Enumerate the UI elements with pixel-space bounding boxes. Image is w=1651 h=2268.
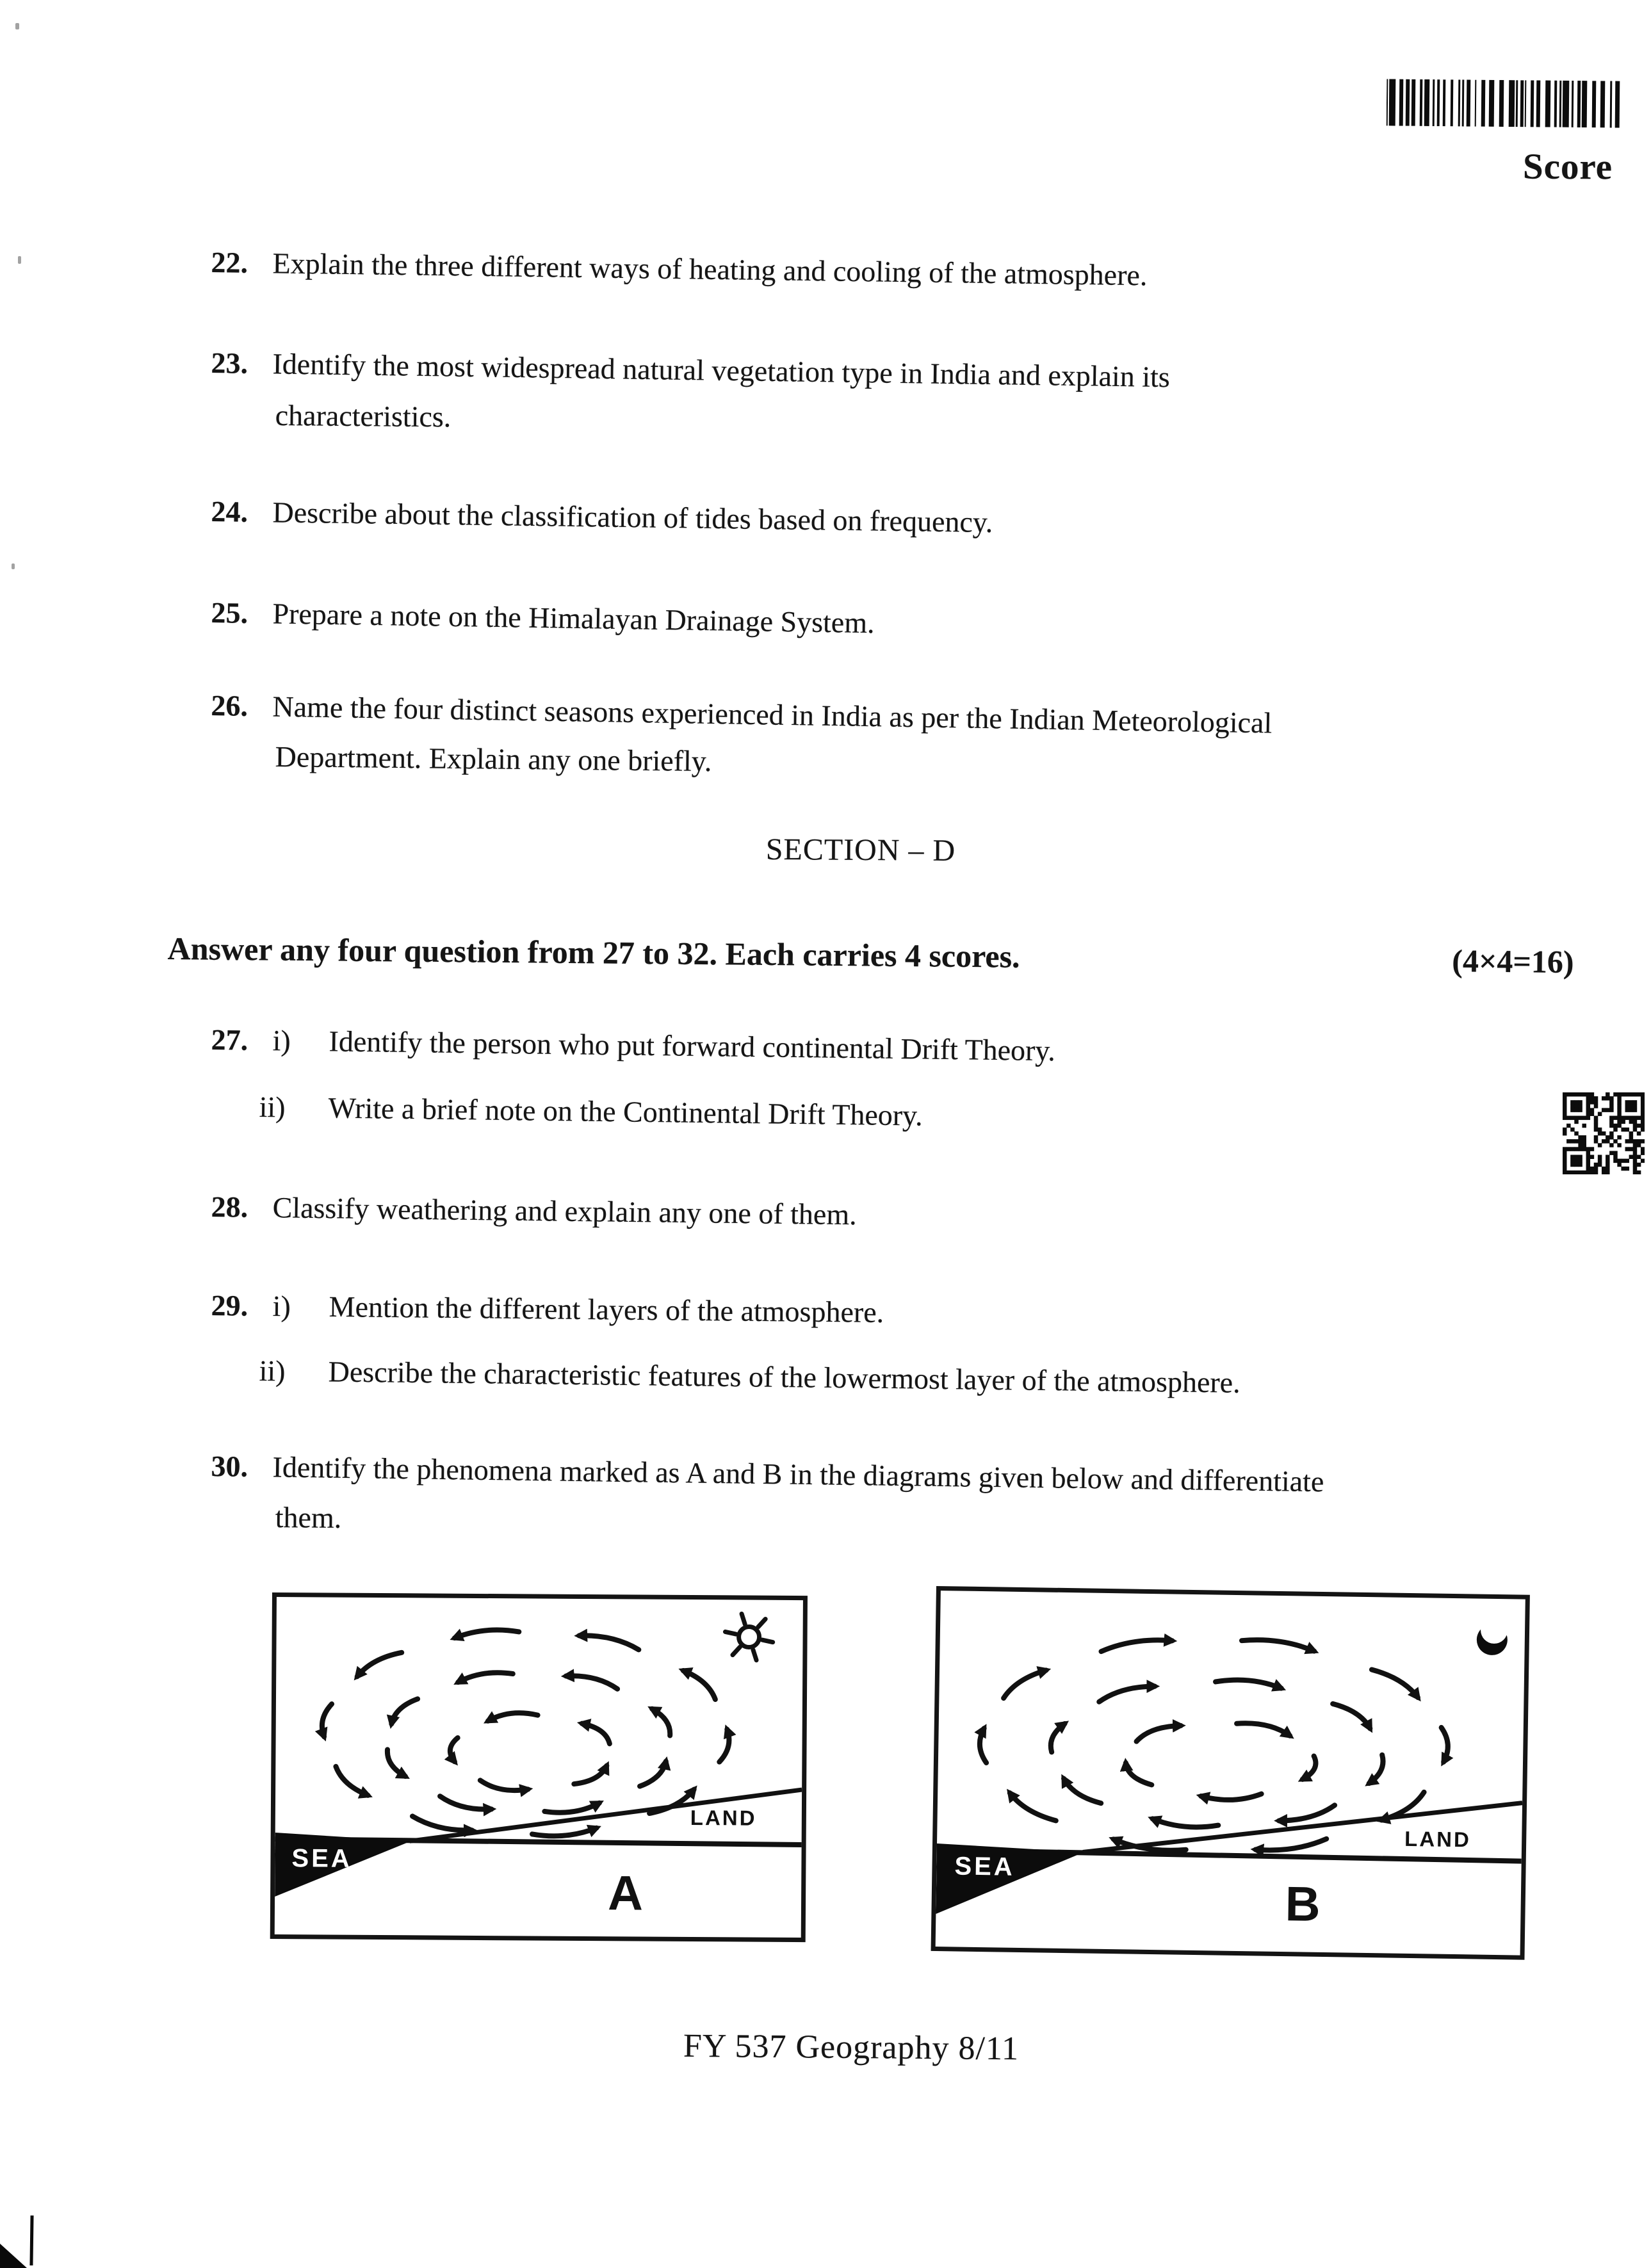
part-label: i)	[272, 1024, 291, 1057]
page-footer: FY 537 Geography 8/11	[683, 2027, 1020, 2068]
diagram-a-letter: A	[607, 1866, 644, 1921]
question-27-part-ii	[259, 1090, 1651, 1143]
instruction-text: Answer any four question from 27 to 32. Each carries 4 scores.	[167, 930, 1020, 975]
barcode-bars	[1387, 79, 1623, 127]
question-24	[211, 494, 1607, 549]
question-number: 24.	[211, 494, 248, 528]
question-23-line-2	[275, 398, 1651, 445]
scan-corner-mark	[0, 2244, 27, 2268]
question-number: 30.	[211, 1450, 248, 1483]
question-number: 29.	[211, 1289, 248, 1322]
question-text: Identify the most widespread natural vegetation type in India and explain its	[272, 347, 1171, 394]
question-text: Describe the characteristic features of the lowermost layer of the atmosphere.	[328, 1355, 1240, 1399]
question-30-line-2	[275, 1500, 1651, 1547]
question-23	[211, 346, 1607, 401]
qr-code	[1563, 1092, 1645, 1174]
question-text: Describe about the classification of tides based on frequency.	[272, 496, 993, 539]
question-26	[211, 688, 1607, 746]
section-instruction	[167, 930, 1574, 980]
diagram-b-land-breeze	[931, 1586, 1530, 1960]
question-28	[211, 1190, 1607, 1242]
question-text: Classify weathering and explain any one of them.	[272, 1191, 857, 1231]
question-number: 23.	[211, 346, 248, 380]
diagram-b-letter: B	[1285, 1877, 1321, 1932]
question-text: Identify the person who put forward continental Drift Theory.	[329, 1025, 1056, 1067]
sea-breeze-circulation-drawing	[275, 1597, 803, 1938]
question-text: Write a brief note on the Continental Drift Theory.	[328, 1091, 923, 1132]
part-label: ii)	[259, 1090, 286, 1124]
question-number: 28.	[211, 1190, 248, 1224]
land-breeze-circulation-drawing	[936, 1591, 1525, 1955]
sea-label: SEA	[291, 1844, 352, 1873]
question-text: Department. Explain any one briefly.	[275, 740, 712, 778]
question-text: Name the four distinct seasons experienced in India as per the Indian Meteorological	[272, 690, 1273, 740]
question-number: 25.	[211, 595, 248, 629]
scan-speck	[12, 563, 15, 569]
land-label: LAND	[1404, 1826, 1472, 1852]
question-25	[211, 595, 1607, 652]
question-29-part-i	[211, 1288, 1607, 1338]
scan-speck	[18, 256, 21, 264]
question-text: Explain the three different ways of heating and cooling of the atmosphere.	[272, 247, 1148, 292]
question-26-line-2	[275, 740, 1651, 789]
barcode-icon	[1387, 79, 1623, 127]
question-27-part-i	[211, 1023, 1607, 1076]
question-text: Mention the different layers of the atmosphere.	[329, 1290, 884, 1329]
question-number: 26.	[211, 688, 248, 722]
scan-speck	[15, 23, 19, 29]
score-label: Score	[1522, 146, 1613, 188]
question-text: them.	[275, 1501, 342, 1534]
part-label: i)	[272, 1290, 291, 1323]
land-label: LAND	[690, 1805, 757, 1830]
question-text: Prepare a note on the Himalayan Drainage System.	[272, 597, 875, 640]
question-22	[211, 245, 1607, 300]
marks-scheme: (4×4=16)	[1452, 943, 1574, 980]
scan-tick-mark	[29, 2215, 33, 2265]
question-number: 27.	[211, 1023, 248, 1057]
sea-label: SEA	[954, 1852, 1016, 1881]
question-text: characteristics.	[275, 398, 451, 433]
part-label: ii)	[259, 1354, 286, 1388]
section-title: SECTION – D	[765, 832, 956, 868]
question-number: 22.	[211, 245, 248, 279]
qr-modules	[1563, 1092, 1645, 1174]
question-29-part-ii	[259, 1354, 1651, 1405]
question-30	[211, 1449, 1607, 1503]
question-text: Identify the phenomena marked as A and B in the diagrams given below and differentiate	[272, 1450, 1324, 1498]
diagram-a-sea-breeze	[270, 1592, 808, 1942]
